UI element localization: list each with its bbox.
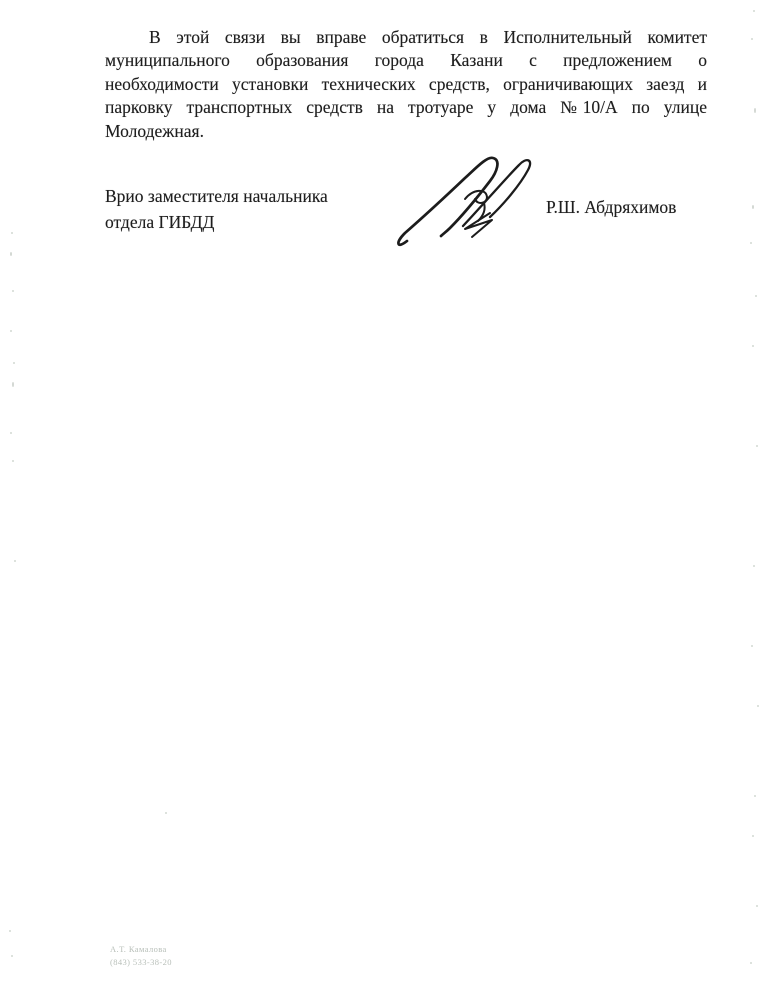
scan-speck xyxy=(13,362,15,364)
scan-speck xyxy=(14,560,16,562)
scan-speck xyxy=(752,345,754,347)
scan-speck xyxy=(10,432,12,434)
handwritten-signature-icon xyxy=(393,147,543,253)
scan-speck xyxy=(751,645,753,647)
scan-speck xyxy=(752,835,754,837)
signer-name: Р.Ш. Абдряхимов xyxy=(546,197,677,217)
executor-phone: (843) 533-38-20 xyxy=(110,956,172,967)
signer-title-line1: Врио заместителя начальника xyxy=(105,186,328,206)
scan-speck xyxy=(10,330,12,332)
scan-speck xyxy=(752,205,754,209)
scan-speck xyxy=(753,565,755,567)
scan-speck xyxy=(750,962,752,964)
executor-note xyxy=(110,943,172,968)
scan-speck xyxy=(9,930,11,932)
body-paragraph: В этой связи вы вправе обратиться в Исполнительный комитет муниципального образования города Казани с предложением о необходимости установки технических средств, ограничивающих заезд и парковку транспортных средств на тротуаре у дома №10/А по улице Молодежная. xyxy=(105,27,707,141)
scan-speck xyxy=(10,252,12,256)
scan-speck xyxy=(754,795,756,797)
scan-speck xyxy=(12,460,14,462)
scan-speck xyxy=(753,10,755,12)
scan-speck xyxy=(750,242,752,244)
scan-speck xyxy=(12,382,14,387)
scan-speck xyxy=(757,705,759,707)
scan-speck xyxy=(756,445,758,447)
scan-speck xyxy=(11,232,13,234)
scan-speck xyxy=(754,108,756,113)
scan-speck xyxy=(751,38,753,40)
executor-name: А.Т. Камалова xyxy=(110,944,167,954)
scan-speck xyxy=(755,295,757,297)
scan-speck xyxy=(12,290,14,292)
scan-speck xyxy=(11,955,13,957)
scan-speck xyxy=(756,905,758,907)
signer-title-line2: отдела ГИБДД xyxy=(105,212,215,232)
signer-title xyxy=(105,183,328,235)
scan-speck xyxy=(165,812,167,814)
